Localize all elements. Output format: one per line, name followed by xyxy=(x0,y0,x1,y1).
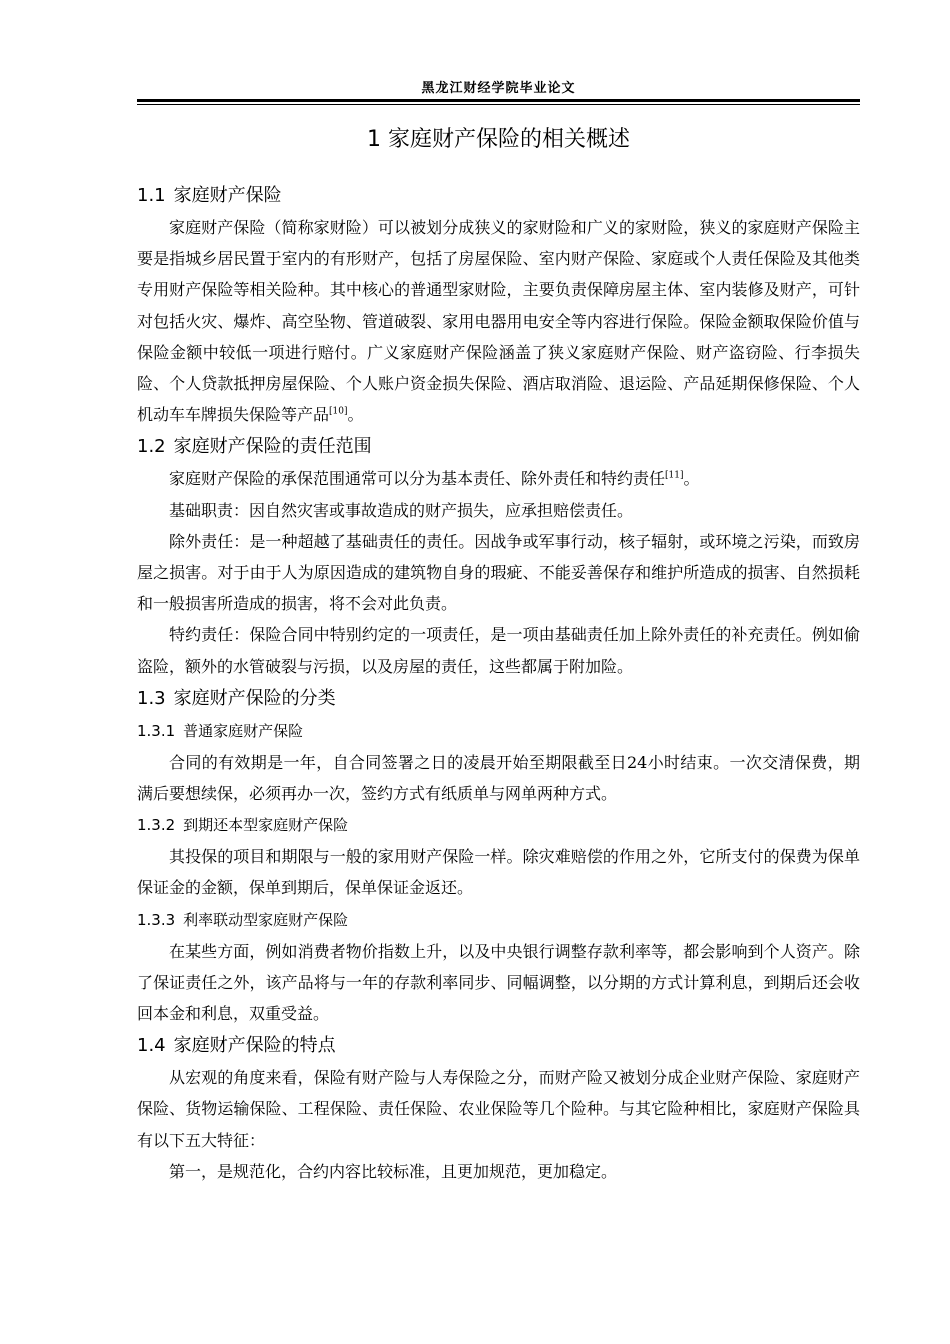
paragraph-end: 。 xyxy=(683,469,700,489)
section-heading-1-2 xyxy=(137,430,860,463)
header-rule-thin xyxy=(137,104,860,105)
section-title: 家庭财产保险的特点 xyxy=(173,1035,336,1057)
paragraph xyxy=(137,463,860,494)
paragraph: 合同的有效期是一年，自合同签署之日的凌晨开始至期限截至日24小时结束。一次交清保费，期满后要想续保，必须再办一次，签约方式有纸质单与网单两种方式。 xyxy=(137,752,860,804)
paragraph: 在某些方面，例如消费者物价指数上升，以及中央银行调整存款利率等，都会影响到个人资产。除了保证责任之外，该产品将与一年的存款利率同步、同幅调整，以分期的方式计算利息，到期后还会收回本金和利息，双重受益。 xyxy=(137,941,860,1024)
section-number: 1.3 xyxy=(137,687,166,709)
paragraph: 基础职责：因自然灾害或事故造成的财产损失，应承担赔偿责任。 xyxy=(169,500,634,520)
subsection-heading-1-3-2 xyxy=(137,809,860,841)
section-title: 家庭财产保险的责任范围 xyxy=(173,436,372,458)
subsection-number: 1.3.1 xyxy=(137,721,176,740)
subsection-heading-1-3-1 xyxy=(137,715,860,747)
section-number: 1.4 xyxy=(137,1035,166,1057)
paragraph: 第一，是规范化，合约内容比较标准，且更加规范，更加稳定。 xyxy=(169,1161,618,1181)
citation-ref: [10] xyxy=(329,406,348,417)
subsection-number: 1.3.2 xyxy=(137,816,176,835)
chapter-title: 1 家庭财产保险的相关概述 xyxy=(367,127,630,152)
paragraph-end: 。 xyxy=(347,405,364,425)
running-header: 黑龙江财经学院毕业论文 xyxy=(421,81,576,96)
main-content xyxy=(137,123,860,1187)
subsection-title: 普通家庭财产保险 xyxy=(183,721,304,740)
section-heading-1-3 xyxy=(137,682,860,715)
section-number: 1.2 xyxy=(137,436,166,458)
section-title: 家庭财产保险的分类 xyxy=(173,687,336,709)
paragraph xyxy=(137,212,860,430)
section-heading-1-1 xyxy=(137,179,860,212)
section-heading-1-4 xyxy=(137,1029,860,1062)
section-number: 1.1 xyxy=(137,185,166,206)
subsection-number: 1.3.3 xyxy=(137,910,176,929)
paragraph: 从宏观的角度来看，保险有财产险与人寿保险之分，而财产险又被划分成企业财产保险、家庭财产保险、货物运输保险、工程保险、责任保险、农业保险等几个险种。与其它险种相比，家庭财产保险具有以下五大特征： xyxy=(137,1068,860,1150)
header-rule-thick xyxy=(137,99,860,102)
paragraph: 特约责任：保险合同中特别约定的一项责任，是一项由基础责任加上除外责任的补充责任。例如偷盗险，额外的水管破裂与污损，以及房屋的责任，这些都属于附加险。 xyxy=(137,625,860,676)
citation-ref: [11] xyxy=(665,471,684,482)
paragraph: 其投保的项目和期限与一般的家用财产保险一样。除灾难赔偿的作用之外，它所支付的保费为保单保证金的金额，保单到期后，保单保证金返还。 xyxy=(137,847,860,898)
paragraph-text: 家庭财产保险的承保范围通常可以分为基本责任、除外责任和特约责任 xyxy=(169,469,666,489)
subsection-title: 利率联动型家庭财产保险 xyxy=(183,910,349,929)
paragraph-text: 家庭财产保险（简称家财险）可以被划分成狭义的家财险和广义的家财险，狭义的家庭财产保险主要是指城乡居民置于室内的有形财产，包括了房屋保险、室内财产保险、家庭或个人责任保险及其他类专用财产保险等相关险种。其中核心的普通型家财险，主要负责保障房屋主体、室内装修及财产，可针对包括火灾、爆炸、高空坠物、管道破裂、家用电器用电安全等内容进行保险。保险金额取保险价值与保险金额中较低一项进行赔付。广义家庭财产保险涵盖了狭义家庭财产保险、财产盗窃险、行李损失险、个人贷款抵押房屋保险、个人账户资金损失保险、酒店取消险、退运险、产品延期保修保险、个人机动车车牌损失保险等产品 xyxy=(137,218,860,425)
section-title: 家庭财产保险 xyxy=(173,185,282,206)
paragraph: 除外责任：是一种超越了基础责任的责任。因战争或军事行动，核子辐射，或环境之污染，而致房屋之损害。对于由于人为原因造成的建筑物自身的瑕疵、不能妥善保存和维护所造成的损害、自然损耗和一般损害所造成的损害，将不会对此负责。 xyxy=(137,531,860,614)
subsection-heading-1-3-3 xyxy=(137,904,860,936)
subsection-title: 到期还本型家庭财产保险 xyxy=(183,816,349,835)
